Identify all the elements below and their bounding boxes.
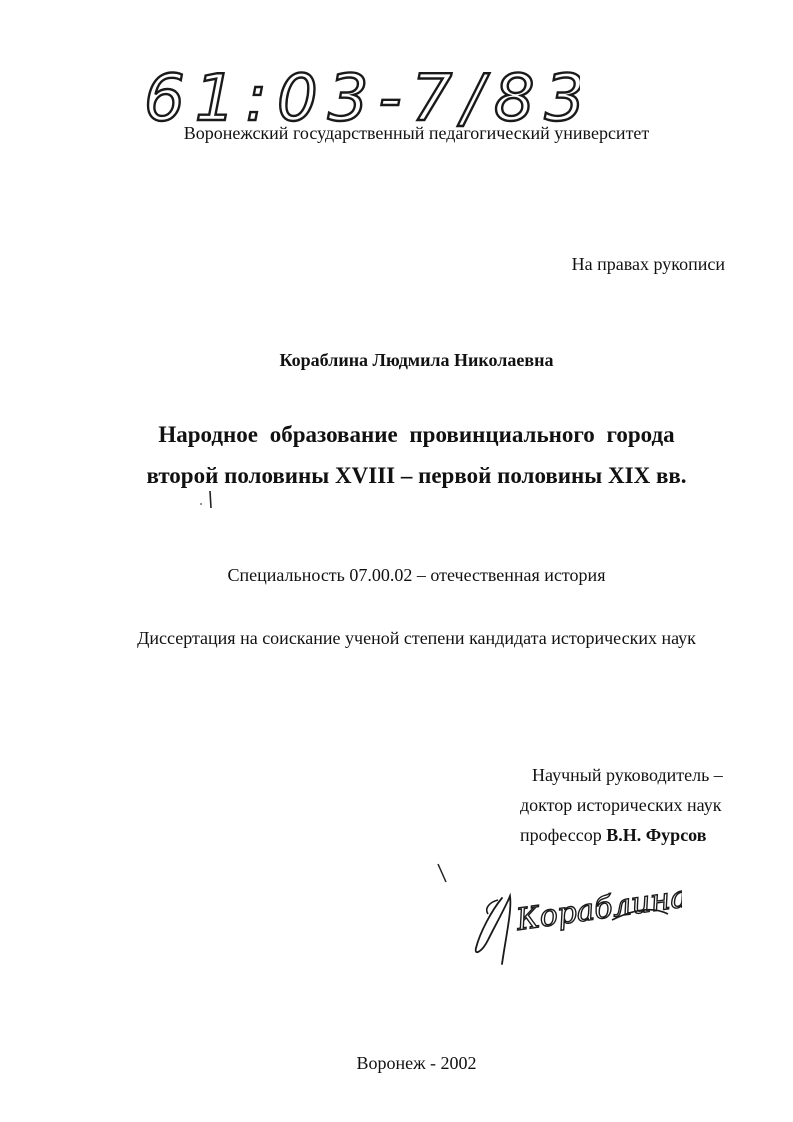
supervisor-title: профессор xyxy=(520,825,602,845)
manuscript-rights: На правах рукописи xyxy=(571,254,725,274)
supervisor-role: Научный руководитель – xyxy=(532,765,723,785)
university-name: Воронежский государственный педагогический университет xyxy=(183,123,650,143)
specialty-line: Специальность 07.00.02 – отечественная история xyxy=(227,565,606,585)
supervisor-name: В.Н. Фурсов xyxy=(606,825,707,845)
author-signature-text: Кораблина xyxy=(514,880,682,938)
author-signature xyxy=(462,880,682,970)
city-year: Воронеж - 2002 xyxy=(356,1053,477,1073)
title-line-1: Народное образование провинциального города xyxy=(158,422,675,447)
supervisor-degree: доктор исторических наук xyxy=(520,795,722,815)
supervisor-title-name xyxy=(520,820,723,850)
title-line-2: второй половины XVIII – первой половины XIX вв. xyxy=(146,463,687,488)
degree-line: Диссертация на соискание ученой степени кандидата исторических наук xyxy=(137,628,696,648)
handwritten-catalog-number-text: 61:03-7/8 xyxy=(144,62,545,132)
author-signature-drawing xyxy=(462,880,682,970)
author-name: Кораблина Людмила Николаевна xyxy=(279,350,554,370)
stray-tick-mark xyxy=(432,862,452,886)
supervisor-block xyxy=(520,760,723,850)
handwritten-catalog-number-drawing xyxy=(140,62,580,132)
handwritten-catalog-number xyxy=(140,62,580,132)
stray-pen-mark xyxy=(198,488,218,512)
dissertation-title xyxy=(0,414,793,496)
